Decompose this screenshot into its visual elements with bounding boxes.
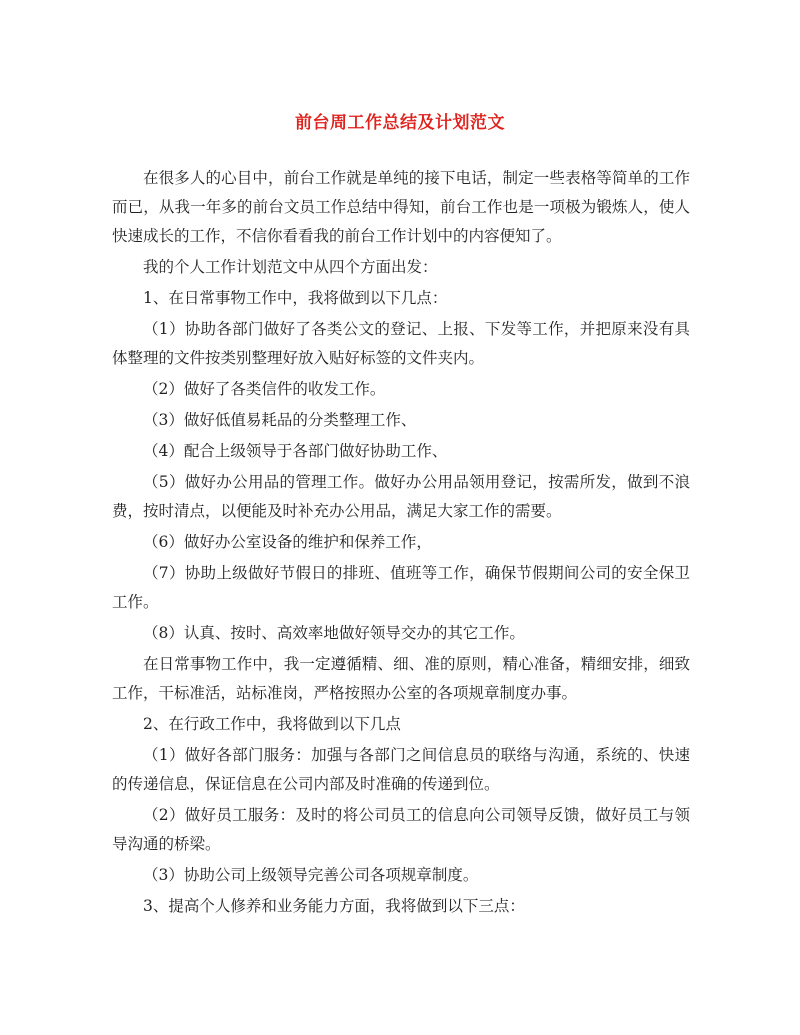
- paragraph: 在日常事物工作中，我一定遵循精、细、准的原则，精心准备，精细安排，细致工作，干标准活，站标准岗，严格按照办公室的各项规章制度办事。: [112, 655, 690, 702]
- paragraph: （8）认真、按时、高效率地做好领导交办的其它工作。: [143, 624, 525, 642]
- paragraph: （3）做好低值易耗品的分类整理工作、: [143, 411, 417, 429]
- paragraph: 3、提高个人修养和业务能力方面，我将做到以下三点：: [143, 897, 525, 915]
- paragraph: （1）做好各部门服务：加强与各部门之间信息员的联络与沟通，系统的、快速的传递信息，保证信息在公司内部及时准确的传递到位。: [112, 746, 690, 793]
- paragraph: （6）做好办公室设备的维护和保养工作，: [143, 533, 432, 551]
- paragraph: （3）协助公司上级领导完善公司各项规章制度。: [143, 866, 479, 884]
- paragraph: 1、在日常事物工作中，我将做到以下几点：: [143, 289, 448, 307]
- paragraph: （2）做好了各类信件的收发工作。: [143, 380, 386, 398]
- paragraph: （4）配合上级领导于各部门做好协助工作、: [143, 442, 448, 460]
- paragraph: （1）协助各部门做好了各类公文的登记、上报、下发等工作，并把原来没有具体整理的文件按类别整理好放入贴好标签的文件夹内。: [112, 320, 690, 367]
- paragraph: （2）做好员工服务：及时的将公司员工的信息向公司领导反馈，做好员工与领导沟通的桥梁。: [112, 806, 690, 853]
- paragraph: 在很多人的心目中，前台工作就是单纯的接下电话，制定一些表格等简单的工作而已，从我一年多的前台文员工作总结中得知，前台工作也是一项极为锻炼人，使人快速成长的工作，不信你看看我的前台工作计划中的内容便知了。: [112, 169, 690, 245]
- document-body: [112, 164, 690, 923]
- paragraph: （7）协助上级做好节假日的排班、值班等工作，确保节假期间公司的安全保卫工作。: [112, 564, 690, 611]
- paragraph: 我的个人工作计划范文中从四个方面出发：: [143, 258, 438, 276]
- paragraph: （5）做好办公用品的管理工作。做好办公用品领用登记，按需所发，做到不浪费，按时清点，以便能及时补充办公用品，满足大家工作的需要。: [112, 473, 690, 520]
- paragraph: 2、在行政工作中，我将做到以下几点: [143, 715, 401, 733]
- document-title: 前台周工作总结及计划范文: [295, 113, 505, 133]
